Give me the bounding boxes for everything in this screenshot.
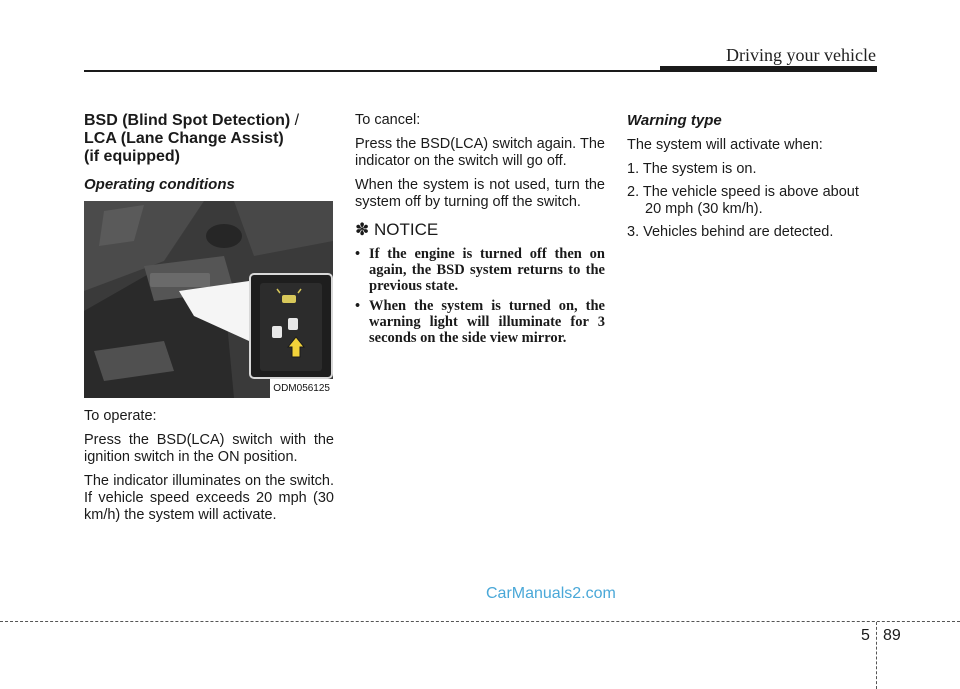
notice-title: ✽ NOTICE: [355, 220, 439, 239]
column-2: [355, 112, 605, 350]
column-3: [627, 112, 877, 247]
dashboard-switch-figure: [84, 201, 333, 398]
column-1: [84, 112, 334, 531]
header-rule-thin: [84, 70, 660, 72]
operate-instruction: Press the BSD(LCA) switch with the ignition switch in the ON position.: [84, 432, 334, 465]
notice-item: • If the engine is turned off then on again, the BSD system returns to the previous state.: [355, 246, 605, 294]
footer-divider: [876, 622, 877, 689]
notice-item: • When the system is turned on, the warning light will illuminate for 3 seconds on the side view mirror.: [355, 298, 605, 346]
heading-line-2: LCA (Lane Change Assist): [84, 130, 284, 147]
heading-line-3: (if equipped): [84, 148, 180, 165]
turn-off-paragraph: When the system is not used, turn the system off by turning off the switch.: [355, 177, 605, 210]
operating-conditions-subheading: Operating conditions: [84, 176, 235, 193]
heading-slash: /: [290, 112, 300, 129]
header-title: Driving your vehicle: [726, 45, 876, 65]
notice-list: [355, 246, 605, 346]
heading-line-1: BSD (Blind Spot Detection): [84, 112, 291, 129]
figure-caption: ODM056125: [270, 379, 333, 398]
section-number: 5: [861, 627, 870, 644]
header-rule-thick: [660, 66, 877, 72]
footer-rule: [0, 621, 960, 622]
warning-type-subheading: Warning type: [627, 112, 722, 129]
watermark-link[interactable]: CarManuals2.com: [486, 585, 616, 602]
list-item: 1. The system is on.: [627, 161, 757, 177]
indicator-paragraph: The indicator illuminates on the switch. If vehicle speed exceeds 20 mph (30 km/h) the system will activate.: [84, 473, 334, 523]
cancel-instruction: Press the BSD(LCA) switch again. The indicator on the switch will go off.: [355, 136, 605, 169]
to-operate-label: To operate:: [84, 408, 157, 424]
to-cancel-label: To cancel:: [355, 112, 421, 128]
activate-intro: The system will activate when:: [627, 137, 823, 153]
section-heading: [84, 112, 334, 166]
activation-conditions-list: [627, 161, 877, 241]
list-item: 3. Vehicles behind are detected.: [627, 224, 834, 240]
page-number: 89: [883, 627, 901, 644]
list-item: 2. The vehicle speed is above about 20 mph (30 km/h).: [627, 184, 859, 217]
dashboard-illustration: [84, 201, 333, 398]
